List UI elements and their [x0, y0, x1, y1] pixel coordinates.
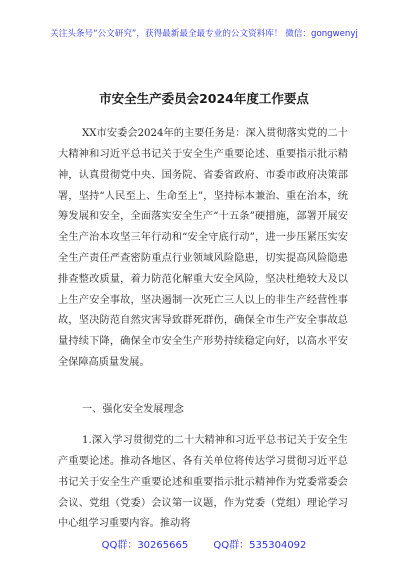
intro-paragraph: XX市安委会2024年的主要任务是：深入贯彻落实党的二十大精神和习近平总书记关于安全生产重要论述、重要指示批示精神，认真贯彻党中央、国务院、省委省政府、市委市政府决策部署，坚持“人民至上、生命至上”，坚持标本兼治、重在治本，统筹发展和安全，全面落实安全生产“十五条”硬措施，部署开展安全生产治本攻坚三年行动和“安全守底行动”，进一步压紧压实安全生产责任严查密防重点行业领域风险隐患，切实提高风险隐患排查整改质量，着力防范化解重大安全风险，坚决杜绝较大及以上生产安全事故，坚决遏制一次死亡三人以上的非生产经营性事故，坚决防范自然灾害导致群死群伤，确保全市生产安全事故总量持续下降，确保全市安全生产形势持续稳定向好，以高水平安全保障高质量发展。 [58, 128, 348, 368]
document-title: 市安全生产委员会2024年度工作要点 [99, 91, 309, 106]
section-heading: 一、强化安全发展理念 [82, 404, 184, 415]
qq-group-2: QQ群：535304092 [213, 540, 307, 551]
promo-banner-bottom [0, 536, 408, 551]
item-paragraph: 1.深入学习贯彻党的二十大精神和习近平总书记关于安全生产重要论述。推动各地区、各有关单位将传达学习贯彻习近平总书记关于安全生产重要论述和重要指示批示精神作为党委常委会会议、党组（党委）会议第一议题，作为党委（党组）理论学习中心组学习重要内容。推动将 [58, 435, 348, 530]
qq-group-1: QQ群：30265665 [101, 540, 189, 551]
promo-banner-top: 关注头条号“公文研究”，获得最新最全最专业的公文资料库！ 微信：gongwenyj [50, 29, 358, 39]
